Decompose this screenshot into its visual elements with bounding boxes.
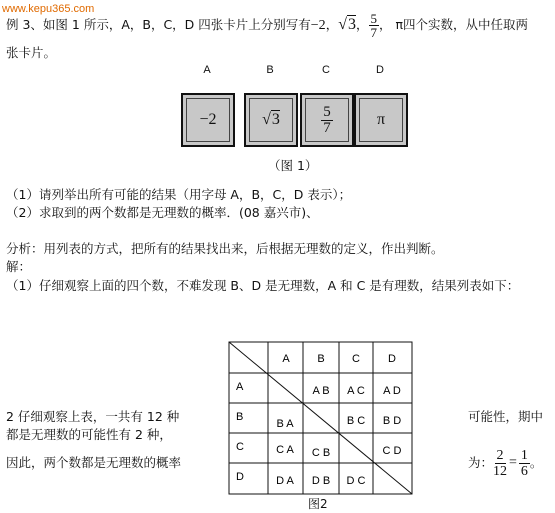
table-cell-bc: B C	[346, 415, 366, 427]
equals-sign: =	[509, 455, 517, 470]
col-header-c: C	[352, 353, 360, 365]
fraction-2-12: $\frac{2}{12}$	[493, 447, 508, 479]
table-cell-ad: A D	[383, 385, 401, 397]
card-label-b: B	[266, 64, 274, 76]
card-label-d: D	[376, 64, 384, 76]
card-a-value: −2	[199, 111, 217, 128]
conclusion-line-3-left: 因此，两个数都是无理数的概率	[6, 455, 182, 470]
card-d	[354, 93, 408, 147]
results-table	[228, 341, 414, 497]
period: 。	[529, 455, 543, 470]
fraction-1-6: $\frac{1}{6}$	[520, 447, 528, 479]
card-b	[244, 93, 298, 147]
table-cell-ba: B A	[276, 418, 294, 430]
table-cell-cb: C B	[311, 447, 331, 459]
figure-2-caption: 图2	[308, 497, 328, 511]
card-c	[300, 93, 354, 147]
value-sqrt3: √3	[338, 16, 356, 33]
card-label-c: C	[322, 64, 330, 76]
table-cell-ab: A B	[312, 385, 330, 397]
analysis-method: 用列表的方式	[43, 241, 119, 256]
solution-step-1: （1）仔细观察上面的四个数，不难发现 B、D 是无理数，A 和 C 是有理数，结果列表如下：	[6, 278, 520, 293]
comma: ，	[325, 17, 339, 32]
solution-label: 解：	[6, 259, 32, 274]
probability-result	[468, 443, 542, 483]
result-label: 为：	[468, 455, 494, 470]
analysis-rest: ，把所有的结果找出来，后根据无理数的定义，作出判断。	[118, 241, 444, 256]
card-label-a: A	[203, 64, 211, 76]
conclusion-line-1-left: 2 仔细观察上表，一共有 12 种	[6, 409, 180, 424]
col-header-d: D	[388, 353, 396, 365]
problem-text-b: ， π四个实数，从中任取两	[379, 17, 528, 32]
figure-1-caption: （图 1）	[268, 158, 318, 173]
comma: ，	[355, 17, 369, 32]
row-header-b: B	[236, 411, 244, 423]
table-cell-ac: A C	[347, 385, 365, 397]
table-cell-db: D B	[311, 475, 331, 487]
row-header-d: D	[236, 471, 244, 483]
question-1: （1）请列举出所有可能的结果（用字母 A，B，C，D 表示）；	[6, 187, 352, 202]
table-cell-dc: D C	[346, 475, 366, 487]
table-cell-da: D A	[276, 475, 294, 487]
problem-text-a: 例 3、如图 1 所示，A，B，C，D 四张卡片上分别写有	[6, 17, 311, 32]
table-cell-bd: B D	[382, 415, 402, 427]
col-header-a: A	[282, 353, 290, 365]
row-header-a: A	[236, 381, 244, 393]
col-header-b: B	[317, 353, 325, 365]
analysis-prefix: 分析：	[6, 241, 44, 256]
problem-line-1	[6, 12, 528, 39]
table-cell-cd: C D	[382, 445, 402, 457]
value-frac-5-7: $\frac{5}{7}$	[370, 11, 377, 40]
card-a	[181, 93, 235, 147]
question-2: （2）求取到的两个数都是无理数的概率．(08 嘉兴市)、	[6, 205, 319, 220]
watermark: www.kepu365.com	[2, 3, 95, 15]
problem-line-2: 张卡片。	[6, 45, 57, 60]
value-neg2: −2	[310, 18, 326, 33]
card-c-value: $\frac{5}{7}$	[323, 103, 331, 136]
conclusion-line-1-right: 可能性，期中	[468, 409, 544, 424]
conclusion-line-2-left: 都是无理数的可能性有 2 种，	[6, 427, 172, 442]
card-b-value: √3	[262, 111, 280, 128]
card-d-value: π	[376, 111, 386, 128]
table-cell-ca: C A	[276, 444, 294, 456]
analysis-line	[6, 240, 444, 258]
row-header-c: C	[236, 441, 244, 453]
